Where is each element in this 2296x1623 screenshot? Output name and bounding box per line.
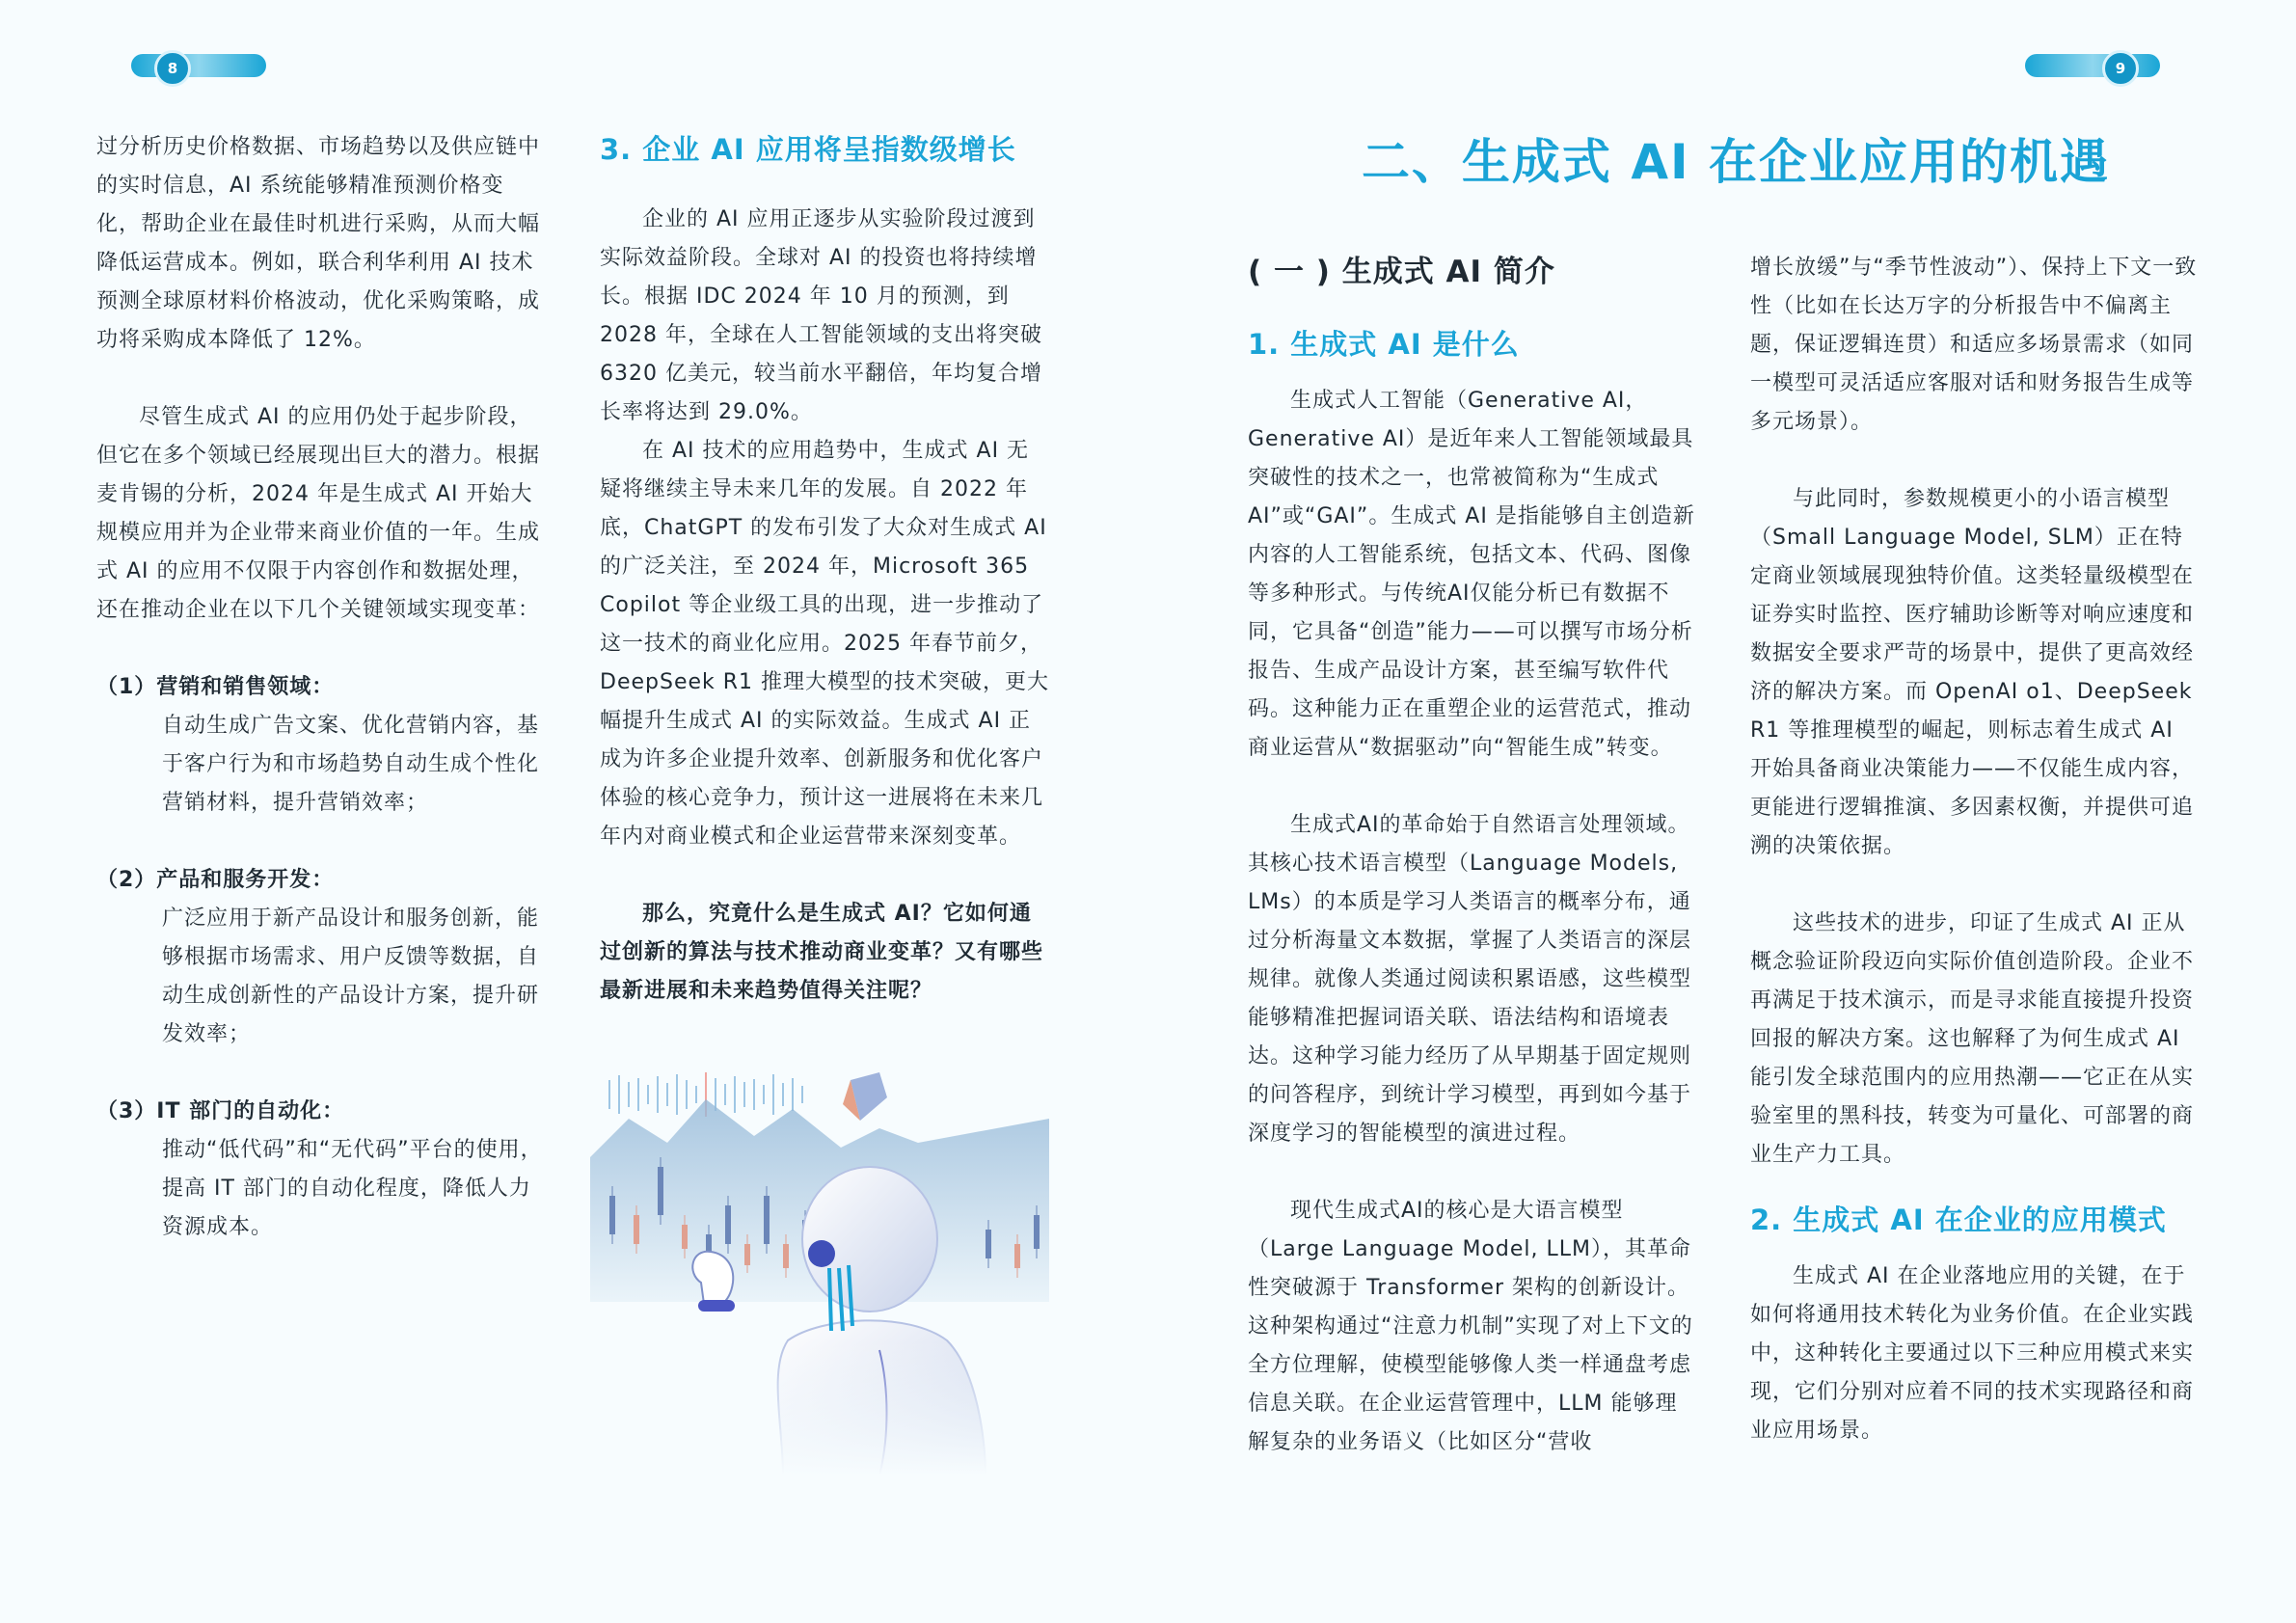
chapter-title: 二、生成式 AI 在企业应用的机遇: [1361, 134, 2111, 190]
page-number-left: 8: [154, 50, 191, 87]
list-item-title: （3）IT 部门的自动化：: [96, 1099, 345, 1123]
list-item-title: （1）营销和销售领域：: [96, 675, 335, 699]
page-number-right: 9: [2102, 50, 2139, 87]
right-page-column-1: [1248, 245, 1695, 1462]
paragraph: 尽管生成式 AI 的应用仍处于起步阶段，但它在多个领域已经展现出巨大的潜力。根据麦肯锡的分析，2024 年是生成式 AI 开始大规模应用并为企业带来商业价值的一年。生成式 AI 的应用不仅限于内容创作和数据处理，还在推动企业在以下几个关键领域实现变革：: [96, 405, 541, 622]
paragraph: 过分析历史价格数据、市场趋势以及供应链中的实时信息，AI 系统能够精准预测价格变化，帮助企业在最佳时机进行采购，从而大幅降低运营成本。例如，联合利华利用 AI 技术预测全球原材料价格波动，优化采购策略，成功将采购成本降低了 12%。: [96, 135, 541, 352]
list-item-body: 推动“低代码”和“无代码”平台的使用，提高 IT 部门的自动化程度，降低人力资源成本。: [162, 1138, 543, 1239]
paragraph: 生成式人工智能（Generative AI，Generative AI）是近年来人工智能领域最具突破性的技术之一，也常被简称为“生成式AI”或“GAI”。生成式 AI 是指能够自主创造新内容的人工智能系统，包括文本、代码、图像等多种形式。与传统AI仅能分析已有数据不同，它具备“创造”能力——可以撰写市场分析报告、生成产品设计方案，甚至编写软件代码。这种能力正在重塑企业的运营范式，推动商业运营从“数据驱动”向“智能生成”转变。: [1248, 389, 1695, 760]
paragraph: 增长放缓”与“季节性波动”）、保持上下文一致性（比如在长达万字的分析报告中不偏离主题，保证逻辑连贯）和适应多场景需求（如同一模型可灵活适应客服对话和财务报告生成等多元场景）。: [1750, 256, 2198, 434]
page-tab-left: [131, 54, 266, 77]
paragraph: 这些技术的进步，印证了生成式 AI 正从概念验证阶段迈向实际价值创造阶段。企业不再满足于技术演示，而是寻求能直接提升投资回报的解决方案。这也解释了为何生成式 AI 能引发全球范围内的应用热潮——它正在从实验室里的黑科技，转变为可量化、可部署的商业生产力工具。: [1750, 911, 2195, 1167]
paragraph: 现代生成式AI的核心是大语言模型（Large Language Model, LLM），其革命性突破源于 Transformer 架构的创新设计。这种架构通过“注意力机制”实现了对上下文的全方位理解，使模型能够像人类一样通盘考虑信息关联。在企业运营管理中，LLM 能够理解复杂的业务语义（比如区分“营收: [1248, 1199, 1693, 1454]
paragraph: 在 AI 技术的应用趋势中，生成式 AI 无疑将继续主导未来几年的发展。自 2022 年底，ChatGPT 的发布引发了大众对生成式 AI 的广泛关注，至 2024 年，Microsoft 365 Copilot 等企业级工具的出现，进一步推动了这一技术的商业化应用。2025 年春节前夕，DeepSeek R1 推理大模型的技术突破，更大幅提升生成式 AI 的实际效益。生成式 AI 正成为许多企业提升效率、创新服务和优化客户体验的核心竞争力，预计这一进展将在未来几年内对商业模式和企业运营带来深刻变革。: [600, 439, 1050, 849]
paragraph: 企业的 AI 应用正逐步从实验阶段过渡到实际效益阶段。全球对 AI 的投资也将持续增长。根据 IDC 2024 年 10 月的预测，到 2028 年，全球在人工智能领域的支出将突破 6320 亿美元，较当前水平翻倍，年均复合增长率将达到 29.0%。: [600, 207, 1042, 424]
subsection-heading: 2. 生成式 AI 在企业的应用模式: [1750, 1204, 2167, 1236]
list-item-body: 广泛应用于新产品设计和服务创新，能够根据市场需求、用户反馈等数据，自动生成创新性的产品设计方案，提升研发效率；: [162, 906, 540, 1046]
key-question: 那么，究竟什么是生成式 AI？它如何通过创新的算法与技术推动商业变革？又有哪些最新进展和未来趋势值得关注呢？: [600, 902, 1044, 1003]
robot-illustration: [590, 1051, 1049, 1475]
section-title: ( 一 ) 生成式 AI 简介: [1248, 255, 1555, 289]
paragraph: 与此同时，参数规模更小的小语言模型（Small Language Model, SLM）正在特定商业领域展现独特价值。这类轻量级模型在证券实时监控、医疗辅助诊断等对响应速度和数据安全要求严苛的场景中，提供了更高效经济的解决方案。而 OpenAI o1、DeepSeek R1 等推理模型的崛起，则标志着生成式 AI 开始具备商业决策能力——不仅能生成内容，更能进行逻辑推演、多因素权衡，并提供可追溯的决策依据。: [1750, 487, 2195, 858]
left-page-column-1: [96, 128, 548, 1247]
page-tab-right: [2025, 54, 2160, 77]
section-heading: 3. 企业 AI 应用将呈指数级增长: [600, 133, 1016, 166]
paragraph: 生成式AI的革命始于自然语言处理领域。其核心技术语言模型（Language Models, LMs）的本质是学习人类语言的概率分布，通过分析海量文本数据，掌握了人类语言的深层规律。就像人类通过阅读积累语感，这些模型能够精准把握词语关联、语法结构和语境表达。这种学习能力经历了从早期基于固定规则的问答程序，到统计学习模型，再到如今基于深度学习的智能模型的演进过程。: [1248, 813, 1692, 1146]
list-item-body: 自动生成广告文案、优化营销内容，基于客户行为和市场趋势自动生成个性化营销材料，提升营销效率；: [162, 714, 540, 815]
left-page-column-2: [600, 125, 1051, 1011]
subsection-heading: 1. 生成式 AI 是什么: [1248, 328, 1520, 361]
right-page-column-2: [1750, 249, 2200, 1450]
paragraph: 生成式 AI 在企业落地应用的关键，在于如何将通用技术转化为业务价值。在企业实践中，这种转化主要通过以下三种应用模式来实现，它们分别对应着不同的技术实现路径和商业应用场景。: [1750, 1264, 2195, 1443]
list-item-title: （2）产品和服务开发：: [96, 868, 335, 892]
